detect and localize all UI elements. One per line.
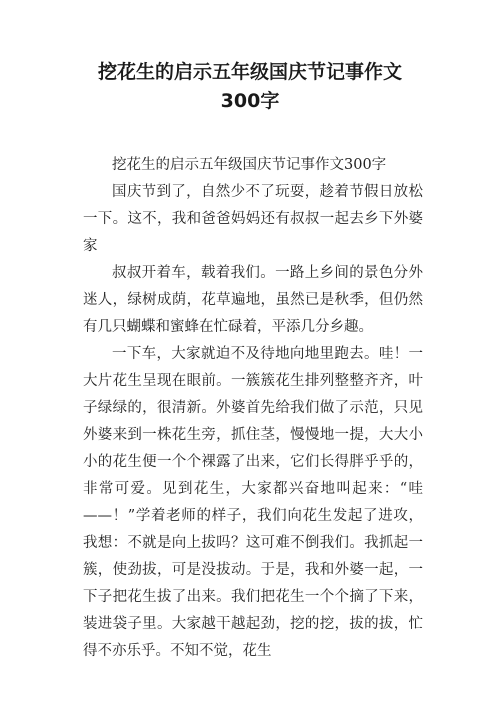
page-title [40,58,460,116]
paragraph-2: 叔叔开着车，载着我们。一路上乡间的景色分外迷人，绿树成荫，花草遍地，虽然已是秋季，但仍然有几只蝴蝶和蜜蜂在忙碌着，平添几分乡趣。 [83,265,423,335]
title-line-2: 300字 [220,90,280,112]
title-line-1: 挖花生的启示五年级国庆节记事作文 [97,61,402,83]
paragraph-subtitle: 挖花生的启示五年级国庆节记事作文300字 [112,157,387,173]
paragraph-1: 国庆节到了，自然少不了玩耍，趁着节假日放松一下。这不，我和爸爸妈妈还有叔叔一起去乡下外婆家 [83,184,423,254]
article-body [83,152,423,665]
paragraph-3: 一下车，大家就迫不及待地向地里跑去。哇！一大片花生呈现在眼前。一簇簇花生排列整整齐齐，叶子绿绿的，很清新。外婆首先给我们做了示范，只见外婆来到一株花生旁，抓住茎，慢慢地一提，大大小小的花生便一个个裸露了出来，它们长得胖乎乎的，非常可爱。见到花生，大家都兴奋地叫起来：“哇——！”学着老师的样子，我们向花生发起了进攻，我想：不就是向上拔吗？这可难不倒我们。我抓起一簇，使劲拔，可是没拔动。于是，我和外婆一起，一下子把花生拔了出来。我们把花生一个个摘了下来，装进袋子里。大家越干越起劲，挖的挖，拔的拔，忙得不亦乐乎。不知不觉，花生 [83,346,423,659]
